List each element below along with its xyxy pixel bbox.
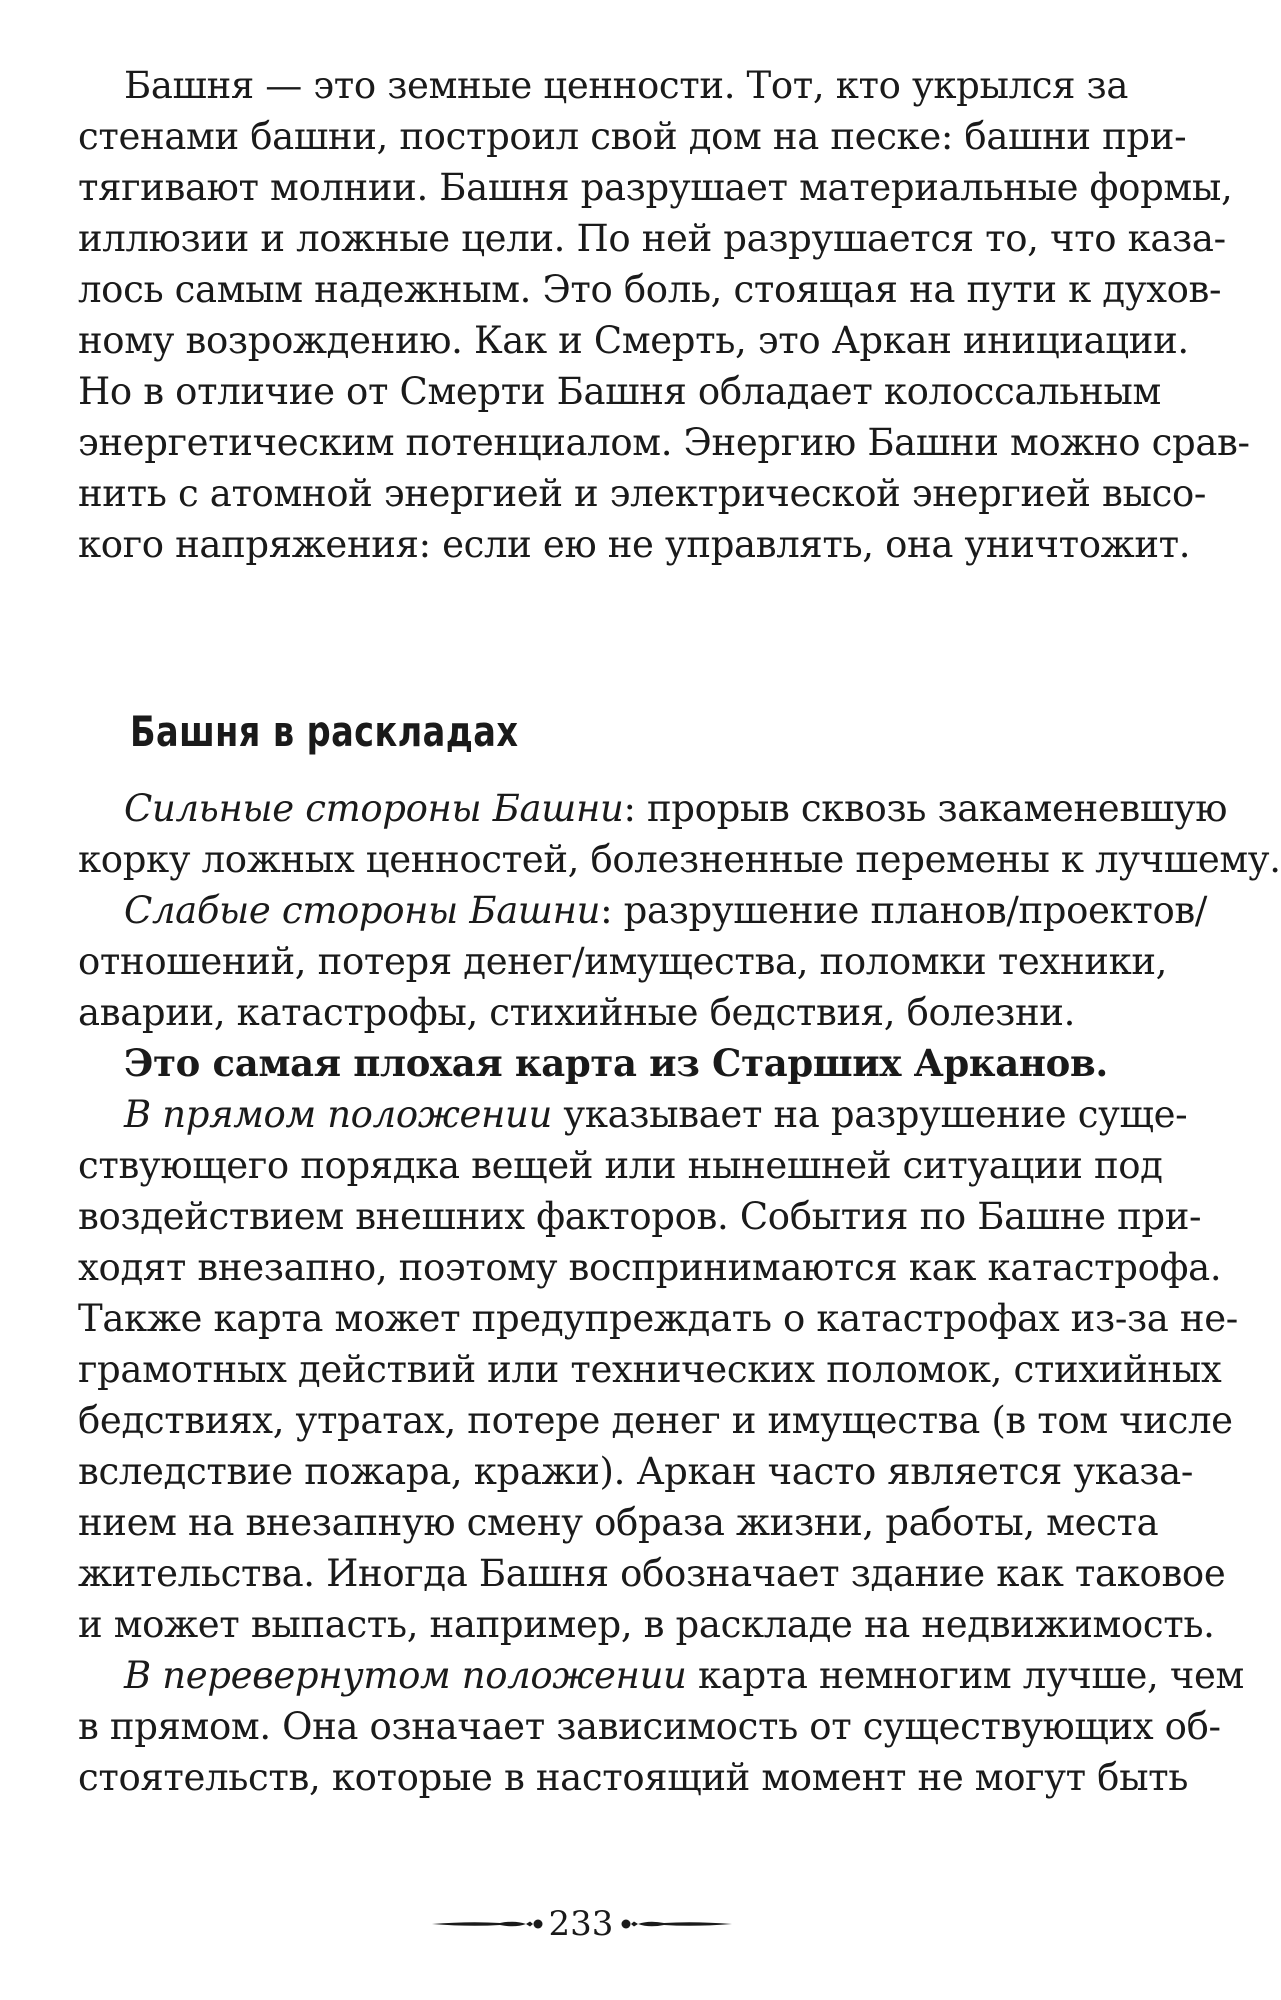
text-line: энергетическим потенциалом. Энергию Башни можно срав- [78,421,1250,464]
reversed-label: В перевернутом положении [124,1654,687,1697]
text-line: стоятельств, которые в настоящий момент не могут быть [78,1756,1189,1799]
right-ornament-icon [622,1898,734,1950]
text-line: ходят внезапно, поэтому воспринимаются как катастрофа. [78,1246,1222,1289]
text-line: кого напряжения: если ею не управлять, она уничтожит. [78,523,1191,566]
text-line: отношений, потеря денег/имущества, поломки техники, [78,940,1168,983]
page-number: 233 [548,1904,614,1944]
paragraph-tower-meaning [78,60,1250,570]
upright-line: В прямом положении указывает на разрушение суще- [78,1089,1090,1140]
text-line: бедствиях, утратах, потере денег и имущества (в том числе [78,1399,1233,1442]
text-line: нить с атомной энергией и электрической энергией высо- [78,472,1207,515]
text-line: вследствие пожара, кражи). Аркан часто является указа- [78,1450,1193,1493]
text-line: лось самым надежным. Это боль, стоящая на пути к духов- [78,268,1222,311]
upright-label: В прямом положении [124,1093,552,1136]
text-line: ному возрождению. Как и Смерть, это Аркан инициации. [78,319,1189,362]
text-line: грамотных действий или технических поломок, стихийных [78,1348,1222,1391]
text-line: тягивают молнии. Башня разрушает материальные формы, [78,166,1233,209]
text-line: нием на внезапную смену образа жизни, работы, места [78,1501,1159,1544]
section-heading: Башня в раскладах [130,707,519,756]
page-footer [0,1898,1162,1950]
text-line: жительства. Иногда Башня обозначает здание как таковое [78,1552,1226,1595]
text-line: в прямом. Она означает зависимость от существующих об- [78,1705,1221,1748]
text-line: аварии, катастрофы, стихийные бедствия, болезни. [78,991,1075,1034]
section-body [78,783,1281,1803]
text-line: Но в отличие от Смерти Башня обладает колоссальным [78,370,1161,413]
strong-sides-line: Сильные стороны Башни: прорыв сквозь закаменевшую [78,783,1090,834]
reversed-line: В перевернутом положении карта немногим лучше, чем [78,1650,1090,1701]
text-line: воздействием внешних факторов. События по Башне при- [78,1195,1202,1238]
text-line: Также карта может предупреждать о катастрофах из-за не- [78,1297,1238,1340]
text-line: Башня — это земные ценности. Тот, кто укрылся за [124,64,1129,107]
text-line: и может выпасть, например, в раскладе на недвижимость. [78,1603,1215,1646]
text-line: корку ложных ценностей, болезненные перемены к лучшему. [78,838,1281,881]
text-line: ствующего порядка вещей или нынешней ситуации под [78,1144,1163,1187]
weak-sides-line: Слабые стороны Башни: разрушение планов/проектов/ [78,885,1090,936]
text-line: иллюзии и ложные цели. По ней разрушается то, что каза- [78,217,1226,260]
weak-sides-label: Слабые стороны Башни [124,889,601,932]
strong-sides-label: Сильные стороны Башни [124,787,624,830]
text-line: стенами башни, построил свой дом на песке: башни при- [78,115,1187,158]
bold-statement: Это самая плохая карта из Старших Арканов. [124,1041,1108,1085]
